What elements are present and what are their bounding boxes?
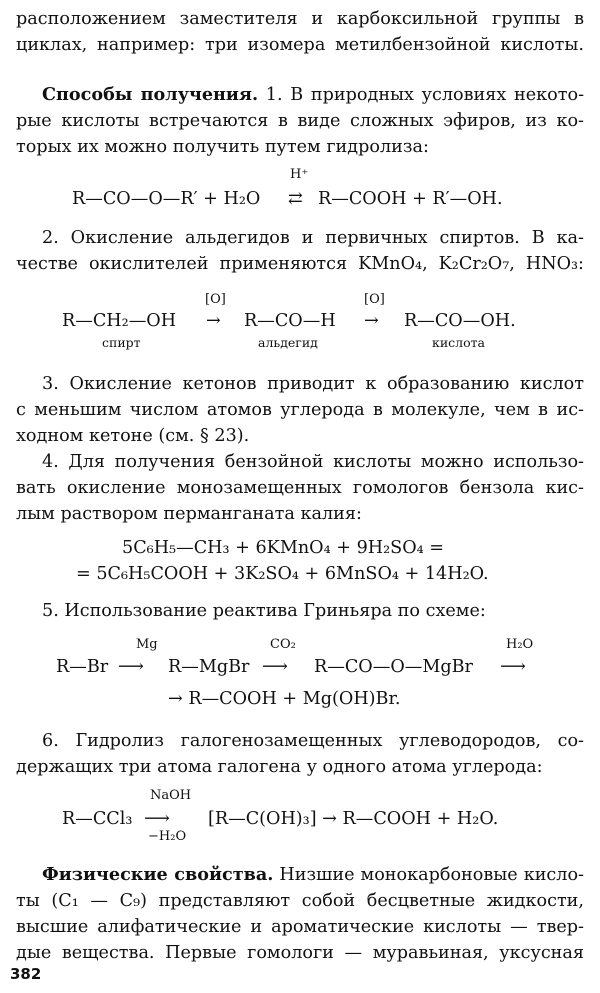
text-line: с меньшим числом атомов углерода в молекуле, чем в ис- [16,400,584,420]
text-line: 4. Для получения бензойной кислоты можно использо- [42,452,584,472]
phys-heading: Физические свойства. [42,864,274,885]
hydrolysis-right: R—COOH + R′—OH. [318,189,503,209]
text-line: лым раствором перманганата калия: [16,504,362,524]
benzoic-equation-line2: = 5C₆H₅COOH + 3K₂SO₄ + 6MnSO₄ + 14H₂O. [76,564,489,584]
intermediate-formula: R—CO—O—MgBr [314,657,473,677]
page-number: 382 [10,965,42,983]
reaction-arrow: → [364,311,379,331]
phys-paragraph-first-line [42,862,584,888]
grignard-reagent-formula: R—MgBr [168,657,250,677]
trihalide-formula: R—CCl₃ [62,809,133,829]
reagent-label: H₂O [506,637,534,652]
oxidant-label: [O] [205,292,226,307]
reagent-top-label: NaOH [150,788,192,803]
text-line: дые вещества. Первые гомологи — муравьиная, уксусная [16,943,584,963]
long-reaction-arrow: ⟶ [262,656,288,677]
aldehyde-formula: R—CO—H [244,311,336,331]
acid-formula: R—CO—OH. [404,311,516,331]
text-line: вать окисление монозамещенных гомологов бензола кис- [16,478,584,498]
text-line: 3. Окисление кетонов приводит к образованию кислот [42,374,584,394]
reagent-label: CO₂ [270,637,296,652]
text-line: держащих три атома галогена у одного атома углерода: [16,757,543,777]
alcohol-formula: R—CH₂—OH [62,311,177,331]
long-reaction-arrow: ⟶ [118,656,144,677]
hydrolysis-left: R—CO—O—R′ + H₂O [72,189,261,209]
text-line: высшие алифатические и ароматические кислоты — твер- [16,917,584,937]
long-reaction-arrow: ⟶ [500,656,526,677]
hydrolysis-catalyst: H⁺ [290,167,309,182]
methods-heading: Способы получения. [42,84,259,105]
acid-label: кислота [432,335,485,350]
text-line: ты (C₁ — C₉) представляют собой бесцветные жидкости, [16,891,584,911]
text-line: 5. Использование реактива Гриньяра по схеме: [42,601,486,621]
benzoic-equation-line1: 5C₆H₅—CH₃ + 6KMnO₄ + 9H₂SO₄ = [122,538,445,558]
text-line: рые кислоты встречаются в виде сложных эфиров, из ко- [16,111,584,131]
text-line: 6. Гидролиз галогенозамещенных углеводородов, со- [42,731,584,751]
reagent-bottom-label: −H₂O [148,829,187,844]
long-reaction-arrow: ⟶ [144,808,170,829]
text-span: 1. В природных условиях некото- [265,85,585,105]
text-span: Низшие монокарбоновые кисло- [279,865,584,885]
methods-paragraph-first-line [42,82,584,108]
alcohol-label: спирт [102,335,141,350]
text-line: ходном кетоне (см. § 23). [16,426,250,446]
oxidant-label: [O] [364,292,385,307]
text-line: честве окислителей применяются KMnO₄, K₂Cr₂O₇, HNO₃: [16,254,584,274]
text-line: торых их можно получить путем гидролиза: [16,137,429,157]
reagent-label: Mg [136,637,158,652]
reaction-arrow: → [206,311,221,331]
grignard-products: → R—COOH + Mg(OH)Br. [168,689,401,709]
trihalide-products: [R—C(OH)₃] → R—COOH + H₂O. [208,809,499,829]
equilibrium-arrow: ⇄ [288,189,303,209]
r-br-formula: R—Br [56,657,109,677]
aldehyde-label: альдегид [258,335,318,350]
text-line: 2. Окисление альдегидов и первичных спиртов. В ка- [42,228,584,248]
text-line: расположением заместителя и карбоксильной группы в [16,9,584,29]
text-line: циклах, например: три изомера метилбензойной кислоты. [16,35,584,55]
